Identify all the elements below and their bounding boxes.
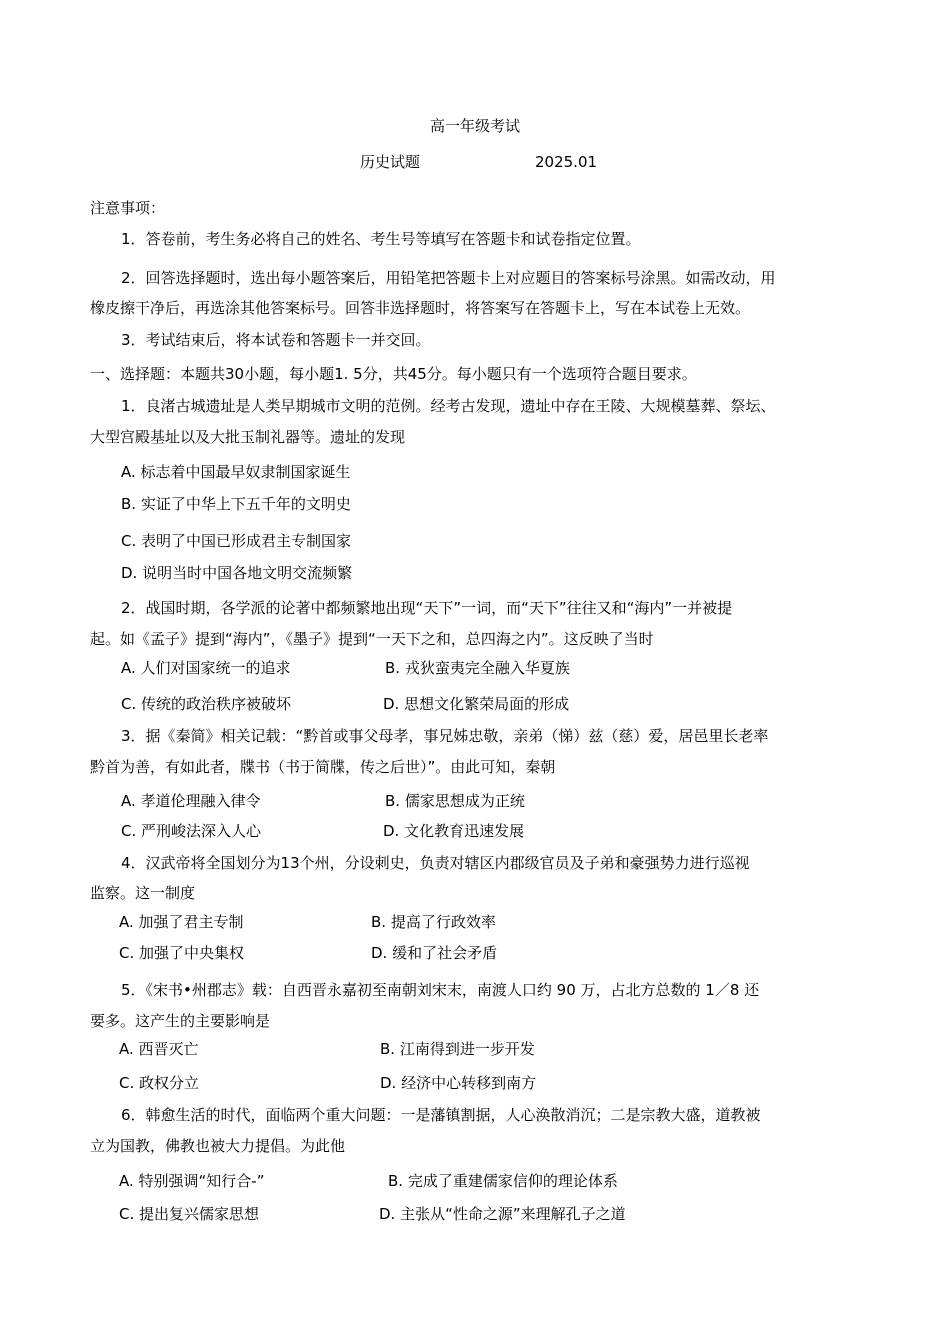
notice-item-1: 1．答卷前，考生务必将自己的姓名、考生号等填写在答题卡和试卷指定位置。 [121, 230, 641, 248]
option-d: D. 经济中心转移到南方 [380, 1074, 537, 1092]
notice-item-3: 3．考试结束后，将本试卷和答题卡一并交回。 [121, 331, 431, 349]
option-a: A. 特别强调“知行合-” [119, 1172, 265, 1190]
option-d: D. 缓和了社会矛盾 [371, 944, 498, 962]
option-c: C. 提出复兴儒家思想 [119, 1205, 260, 1223]
option-b: B. 戎狄蛮夷完全融入华夏族 [385, 659, 570, 677]
question-stem-line-1: 6．韩愈生活的时代，面临两个重大问题：一是藩镇割据，人心涣散消沉；二是宗教大盛，道教被 [121, 1106, 761, 1124]
question-stem-line-2: 监察。这一制度 [90, 884, 196, 902]
question-stem-line-2: 大型宫殿基址以及大批玉制礼器等。遗址的发现 [90, 428, 406, 446]
notice-heading: 注意事项： [90, 199, 166, 217]
question-stem-line-2: 立为国教，佛教也被大力提倡。为此他 [90, 1137, 346, 1155]
option-a: A. 人们对国家统一的追求 [121, 659, 291, 677]
notice-item-2-line-1: 2．回答选择题时，选出每小题答案后，用铅笔把答题卡上对应题目的答案标号涂黑。如需改动，用 [121, 269, 776, 287]
option-d: D. 思想文化繁荣局面的形成 [383, 695, 570, 713]
question-stem-line-2: 黔首为善，有如此者，牒书（书于简牒，传之后世）”。由此可知，秦朝 [90, 758, 556, 776]
option-d: D. 说明当时中国各地文明交流频繁 [121, 564, 353, 582]
option-c: C. 严刑峻法深入人心 [121, 822, 262, 840]
option-b: B. 完成了重建儒家信仰的理论体系 [388, 1172, 618, 1190]
option-b: B. 江南得到进一步开发 [380, 1040, 535, 1058]
question-stem-line-1: 3．据《秦简》相关记载：“黔首或事父母孝，事兄姊忠敬，亲弟（悌）兹（慈）爱，居邑里长老率 [121, 727, 769, 745]
option-c: C. 表明了中国已形成君主专制国家 [121, 532, 352, 550]
exam-subject: 历史试题 [360, 153, 421, 171]
option-c: C. 加强了中央集权 [119, 944, 245, 962]
exam-title: 高一年级考试 [429, 117, 520, 135]
question-stem-line-1: 5．《宋书•州郡志》载：自西晋永嘉初至南朝刘宋末，南渡人口约 90 万，占北方总数的 1／8 还 [121, 981, 760, 999]
question-stem-line-2: 要多。这产生的主要影响是 [90, 1012, 271, 1030]
option-a: A. 孝道伦理融入律令 [121, 792, 261, 810]
option-c: C. 传统的政治秩序被破坏 [121, 695, 292, 713]
section-heading: 一、选择题：本题共30小题，每小题1. 5分，共45分。每小题只有一个选项符合题目要求。 [90, 365, 697, 383]
option-b: B. 儒家思想成为正统 [385, 792, 525, 810]
option-b: B. 提高了行政效率 [371, 913, 496, 931]
option-c: C. 政权分立 [119, 1074, 200, 1092]
question-stem-line-1: 1．良渚古城遗址是人类早期城市文明的范例。经考古发现，遗址中存在王陵、大规模墓葬、祭坛、 [121, 397, 776, 415]
option-a: A. 西晋灭亡 [119, 1040, 199, 1058]
option-a: A. 加强了君主专制 [119, 913, 244, 931]
option-a: A. 标志着中国最早奴隶制国家诞生 [121, 463, 351, 481]
question-stem-line-1: 4．汉武帝将全国划分为13个州，分设刺史，负责对辖区内郡级官员及子弟和豪强势力进行巡视 [121, 854, 750, 872]
option-b: B. 实证了中华上下五千年的文明史 [121, 495, 351, 513]
question-stem-line-2: 起。如《孟子》提到“海内”，《墨子》提到“一天下之和，总四海之内”。这反映了当时 [90, 630, 654, 648]
option-d: D. 主张从“性命之源”来理解孔子之道 [379, 1205, 626, 1223]
option-d: D. 文化教育迅速发展 [383, 822, 525, 840]
question-stem-line-1: 2．战国时期，各学派的论著中都频繁地出现“天下”一词，而“天下”往往又和“海内”一并被提 [121, 599, 733, 617]
exam-date: 2025.01 [535, 153, 598, 171]
notice-item-2-line-2: 橡皮擦干净后，再选涂其他答案标号。回答非选择题时，将答案写在答题卡上，写在本试卷上无效。 [90, 299, 751, 317]
